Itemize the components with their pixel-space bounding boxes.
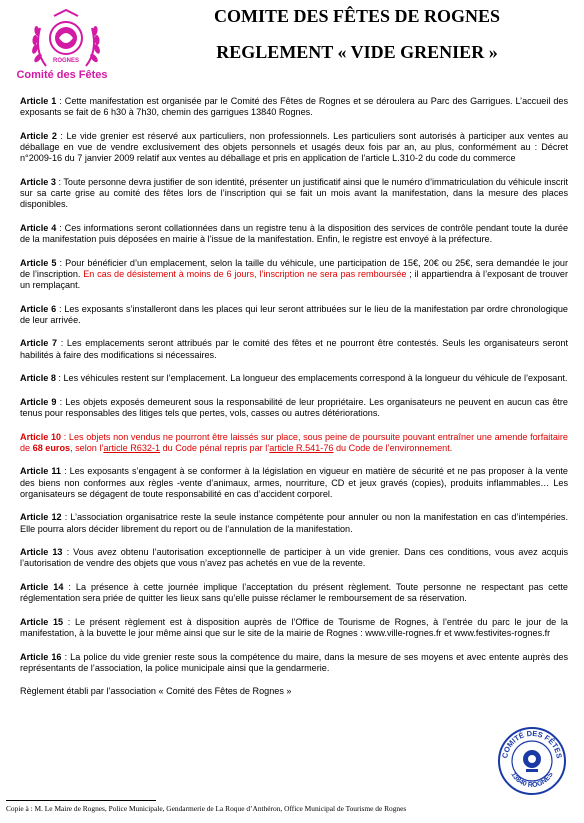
article-text: du Code de l’environnement.	[333, 442, 453, 453]
article-label: Article 15	[20, 616, 64, 627]
page-subtitle: REGLEMENT « VIDE GRENIER »	[216, 42, 498, 62]
article-7	[20, 338, 568, 360]
article-text: : Les objets exposés demeurent sous la responsabilité de leur propriétaire. Les organisateurs ne peuvent en aucun cas être tenus pour responsables des litiges tels que pertes, vols, casses ou autres détériorations.	[20, 396, 568, 418]
penal-code-link[interactable]: article R632-1	[103, 442, 161, 453]
article-label: Article 16	[20, 651, 62, 662]
article-label: Article 11	[20, 466, 61, 477]
fine-amount: 68 euros	[32, 442, 71, 453]
article-3	[20, 177, 568, 211]
article-16	[20, 652, 568, 674]
article-label: Article 6	[20, 303, 57, 314]
article-text: , selon l’	[70, 442, 104, 453]
article-9	[20, 397, 568, 419]
association-stamp	[497, 726, 567, 796]
article-text: : Les exposants s’installeront dans les places qui leur seront attribuées sur le lieu de la manifestation par ordre chronologique de leur arrivée.	[20, 303, 568, 325]
article-label: Article 9	[20, 396, 57, 407]
article-label: Article 13	[20, 547, 63, 558]
article-label: Article 4	[20, 222, 57, 233]
article-label: Article 3	[20, 176, 56, 187]
article-label: Article 14	[20, 581, 64, 592]
environment-code-link[interactable]: article R.541-76	[269, 442, 334, 453]
footer-divider	[6, 800, 156, 801]
svg-text:13840 ROGNES	[509, 771, 555, 789]
article-text: : Vous avez obtenu l’autorisation exceptionnelle de participer à un vide grenier. Dans ces conditions, vous avez acquis l’autorisation de vendre des objets que vous n’avez pas achetés en vue de la revente.	[20, 547, 568, 569]
stamp-top-text: COMITÉ DES FÊTES	[500, 728, 564, 760]
article-15	[20, 617, 568, 639]
article-text: : Les exposants s’engagent à se conformer à la législation en vigueur en matière de sécurité et ne pas proposer à la vente des biens non conformes aux règles -vente d’animaux, armes, nourriture, CD et jeux gravés (copies), produits inflammables… Les organisateurs se dégagent de toute responsabilité en cas d’accident corporel.	[20, 466, 568, 499]
article-text: : Les emplacements seront attribués par le comité des fêtes et ne pourront être contestés. Seuls les organisateurs seront habilités à faire des modifications si nécessaires.	[20, 338, 568, 360]
article-label: Article 1	[20, 96, 57, 106]
article-label: Article 10	[20, 431, 62, 442]
article-text: : L’association organisatrice reste la seule instance compétente pour annuler ou non la manifestation en cas d’intempéries. Elle pourra alors décider librement du report ou de l’annulation de la manifestation.	[20, 512, 569, 534]
article-text: : Toute personne devra justifier de son identité, présenter un justificatif ainsi que le numéro d’immatriculation du véhicule inscrit sur sa carte grise au comité des fêtes lors de l’inscription qui se fait un mois avant la manifestation, dans la mesure des places disponibles.	[20, 176, 568, 210]
article-1	[20, 96, 568, 118]
logo-caption: Comité des Fêtes	[16, 69, 108, 81]
article-5	[20, 258, 568, 292]
article-label: Article 7	[20, 338, 58, 349]
article-text: : La présence à cette journée implique l’acceptation du présent règlement. Toute personne ne respectant pas cette réglementation sera priée de quitter les lieux sans qu’elle puisse réclamer le remboursement de sa réservation.	[20, 581, 568, 604]
article-text: : Le présent règlement est à disposition auprès de l’Office de Tourisme de Rognes, à l’entrée du parc le jour de la manifestation, à la buvette le jour même ainsi que sur le site de la mairie de Rognes : www.ville-rognes.fr et www.festivites-rognes.fr	[20, 616, 568, 638]
article-text: : Cette manifestation est organisée par le Comité des Fêtes de Rognes et se déroulera au Parc des Garrigues. L’accueil des exposants se fait de 6 h30 à 7h30, chemin des garrigues 13840 Rognes.	[20, 96, 568, 118]
article-12	[20, 512, 568, 534]
logo-text: ROGNES	[52, 58, 80, 64]
article-2	[20, 131, 568, 165]
article-label: Article 2	[20, 130, 57, 141]
article-label: Article 5	[20, 257, 57, 268]
article-text: ; il appartiendra à l’exposant de trouver un remplaçant.	[20, 268, 568, 290]
article-11	[20, 466, 568, 500]
article-4	[20, 223, 568, 245]
refund-warning: En cas de désistement à moins de 6 jours, l’inscription ne sera pas remboursée	[83, 268, 407, 279]
copy-recipients: Copie à : M. Le Maire de Rognes, Police Municipale, Gendarmerie de La Roque d’Anthéron, Office Municipal de Tourisme de Rognes	[6, 804, 407, 813]
article-text: : Ces informations seront collationnées dans un registre tenu à la disposition des services de contrôle pendant toute la durée de la manifestation puis déposées en mairie à l’issue de la manifestation. Enfin, le registre est envoyé à la préfecture.	[20, 222, 568, 244]
stamp-bottom-text: 13840 ROGNES	[509, 771, 555, 790]
article-text: : Les véhicules restent sur l’emplacement. La longueur des emplacements correspond à la longueur du véhicule de l’exposant.	[55, 373, 568, 384]
article-10	[20, 432, 568, 454]
regulation-body	[20, 96, 568, 698]
article-text: : La police du vide grenier reste sous la compétence du maire, dans la mesure de ses moyens et avec entente auprès des représentants de l’association, la police municipale ainsi que la gendarmerie.	[20, 651, 568, 673]
article-text: : Le vide grenier est réservé aux particuliers, non professionnels. Les particuliers sont autorisés à participer aux ventes au déballage en vue de vendre exclusivement des objets personnels et usagés deux fois par an, au plus, conformément au : Décret n°2009-16 du 7 janvier 2009 relatif aux ventes au déballage et pris en application de l’article L.310-2 du code du commerce	[20, 130, 569, 164]
article-13	[20, 547, 568, 569]
article-8	[20, 373, 568, 384]
article-label: Article 12	[20, 512, 62, 523]
article-text: : Pour bénéficier d’un emplacement, selon la taille du véhicule, une participation de 15€, 20€ ou 25€, sera demandée le jour de l’inscription.	[20, 257, 569, 279]
article-14	[20, 582, 568, 604]
closing-statement: Règlement établi par l’association « Comité des Fêtes de Rognes »	[20, 686, 292, 697]
article-label: Article 8	[20, 373, 56, 384]
article-text: du Code pénal repris par l’	[160, 442, 270, 453]
page-title: COMITE DES FÊTES DE ROGNES	[213, 6, 501, 26]
article-6	[20, 304, 568, 326]
article-text: : Les objets non vendus ne pourront être laissés sur place, sous peine de poursuite pouvant entraîner une amende forfaitaire de	[20, 431, 568, 453]
